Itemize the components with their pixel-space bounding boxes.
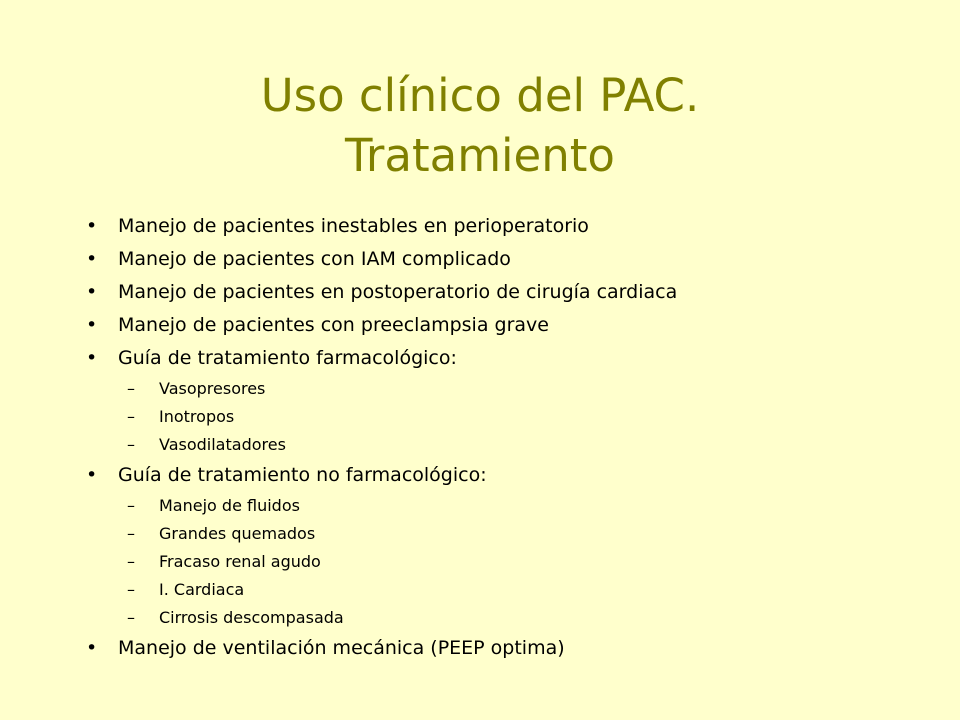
sub-bullet-text: I. Cardiaca	[159, 580, 245, 599]
sub-bullet-item	[86, 403, 926, 431]
sub-bullet-item	[86, 604, 926, 632]
sub-bullet-text: Vasopresores	[159, 379, 266, 398]
bullet-text: Manejo de pacientes con IAM complicado	[118, 248, 511, 270]
bullet-text: Manejo de pacientes en postoperatorio de cirugía cardiaca	[118, 281, 678, 303]
bullet-list	[86, 210, 926, 665]
dash-icon: –	[127, 496, 135, 515]
title-line-2: Tratamiento	[345, 129, 615, 183]
sub-bullet-text: Cirrosis descompasada	[159, 608, 344, 627]
sub-bullet-item	[86, 431, 926, 459]
sub-bullet-text: Fracaso renal agudo	[159, 552, 321, 571]
bullet-icon: •	[86, 464, 98, 486]
bullet-icon: •	[86, 281, 98, 303]
dash-icon: –	[127, 524, 135, 543]
bullet-item	[86, 243, 926, 276]
sub-bullet-item	[86, 548, 926, 576]
bullet-item	[86, 632, 926, 665]
bullet-text: Manejo de pacientes inestables en perioperatorio	[118, 215, 589, 237]
sub-bullet-text: Vasodilatadores	[159, 435, 286, 454]
dash-icon: –	[127, 379, 135, 398]
dash-icon: –	[127, 608, 135, 627]
sub-bullet-text: Inotropos	[159, 407, 235, 426]
bullet-text: Guía de tratamiento no farmacológico:	[118, 464, 487, 486]
bullet-item	[86, 342, 926, 375]
bullet-icon: •	[86, 248, 98, 270]
bullet-item	[86, 309, 926, 342]
dash-icon: –	[127, 580, 135, 599]
dash-icon: –	[127, 407, 135, 426]
bullet-text: Guía de tratamiento farmacológico:	[118, 347, 457, 369]
bullet-text: Manejo de pacientes con preeclampsia grave	[118, 314, 549, 336]
dash-icon: –	[127, 435, 135, 454]
sub-bullet-item	[86, 375, 926, 403]
title-line-1: Uso clínico del PAC.	[260, 69, 700, 123]
sub-bullet-item	[86, 492, 926, 520]
bullet-icon: •	[86, 347, 98, 369]
sub-bullet-text: Grandes quemados	[159, 524, 316, 543]
sub-bullet-item	[86, 520, 926, 548]
bullet-item	[86, 459, 926, 492]
bullet-text: Manejo de ventilación mecánica (PEEP optima)	[118, 637, 565, 659]
sub-bullet-text: Manejo de fluidos	[159, 496, 300, 515]
bullet-item	[86, 210, 926, 243]
slide-title	[0, 66, 960, 186]
bullet-icon: •	[86, 314, 98, 336]
dash-icon: –	[127, 552, 135, 571]
bullet-item	[86, 276, 926, 309]
bullet-icon: •	[86, 215, 98, 237]
bullet-icon: •	[86, 637, 98, 659]
sub-bullet-item	[86, 576, 926, 604]
